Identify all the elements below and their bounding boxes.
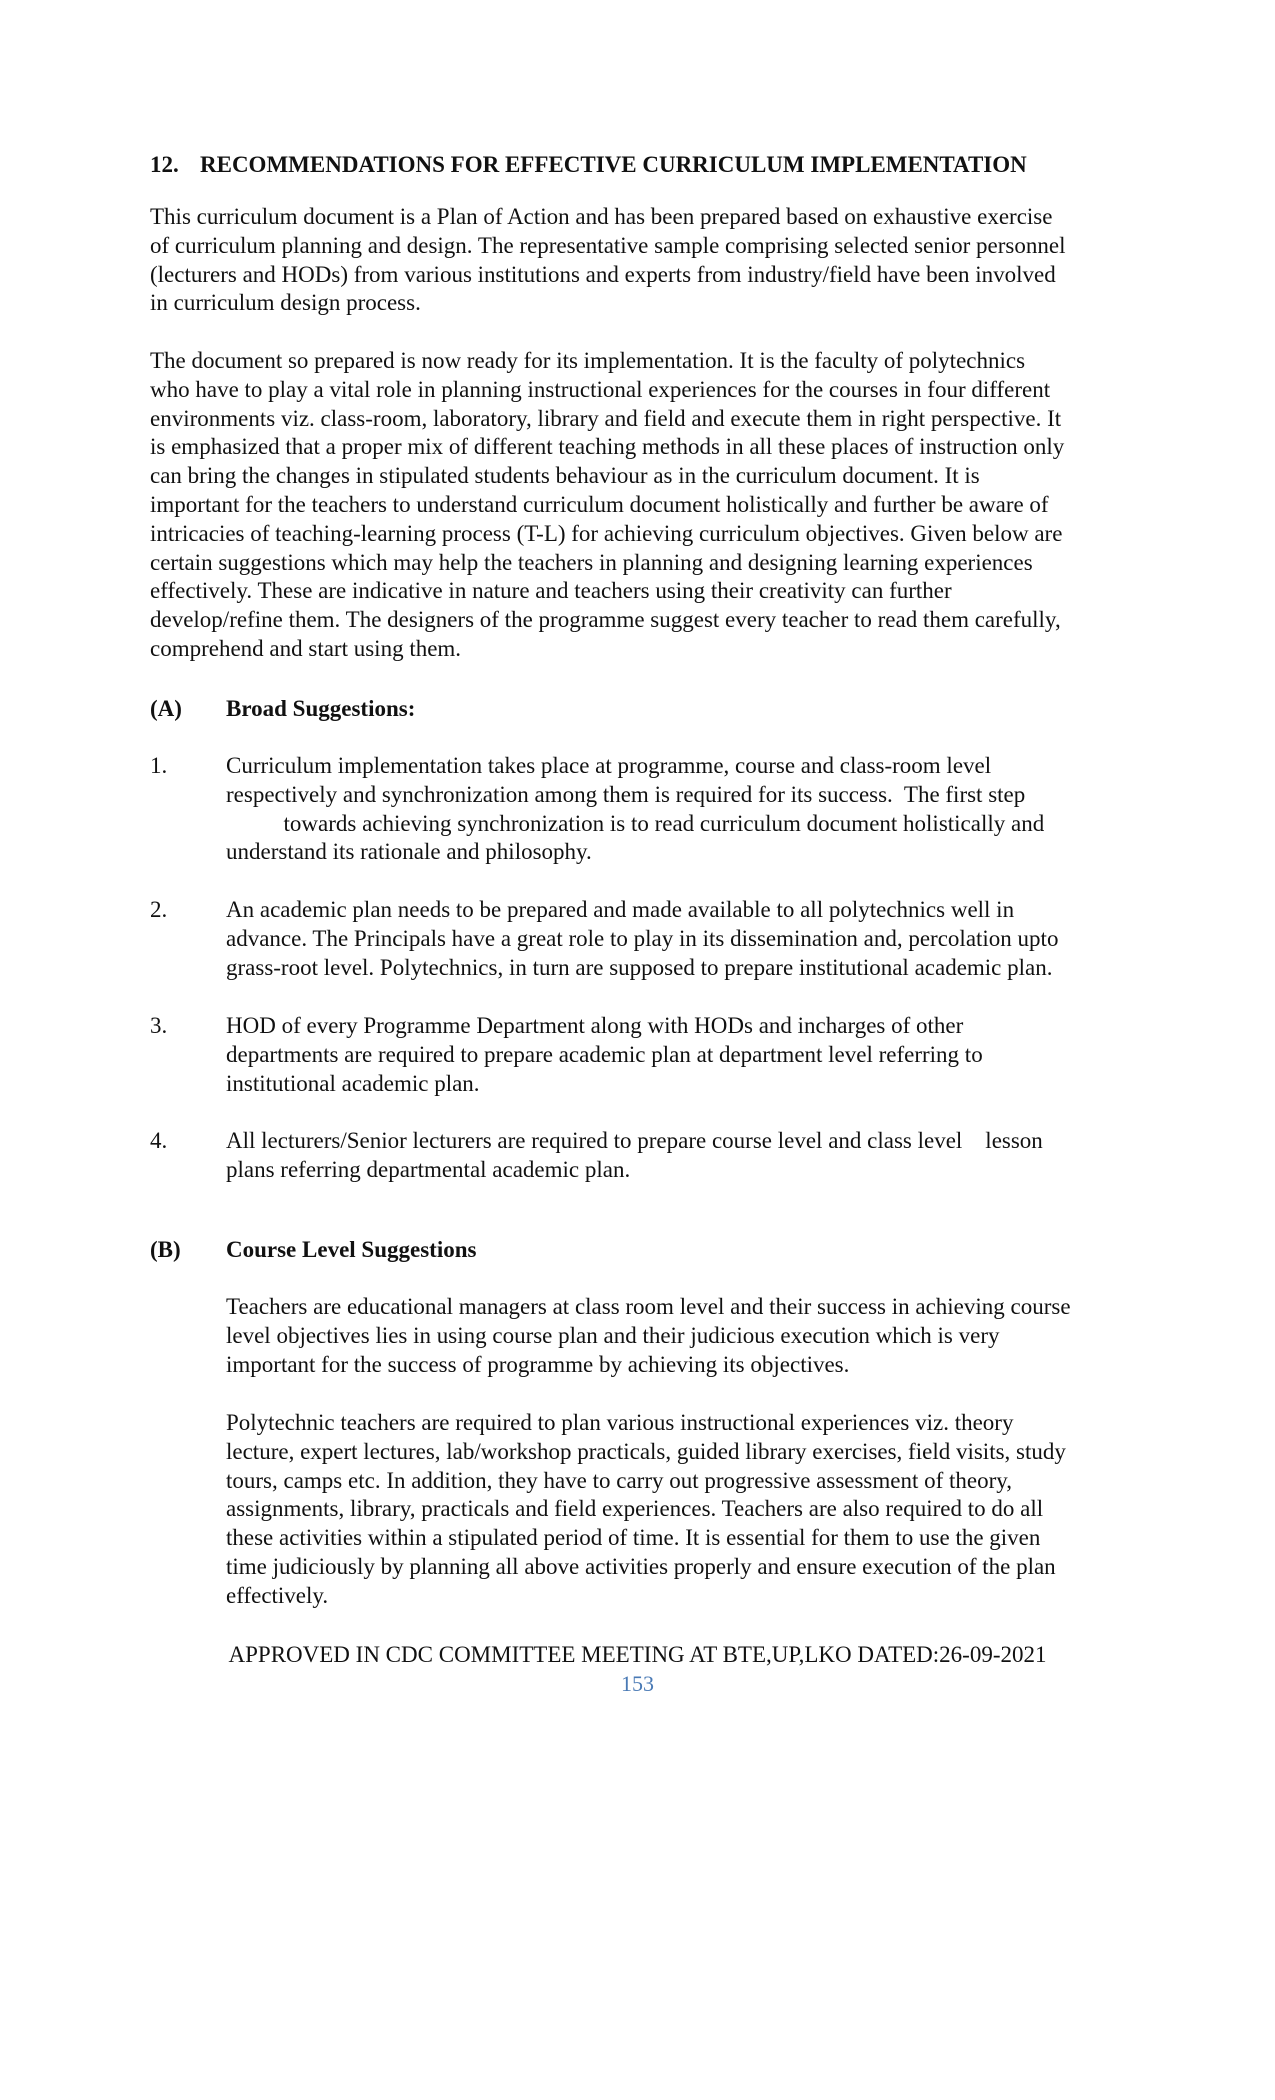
item-line: advance. The Principals have a great role to play in its dissemination and, percolation upto <box>226 925 1059 951</box>
list-marker: 1. <box>150 753 168 778</box>
section-b-title: Course Level Suggestions <box>226 1237 477 1262</box>
item-line: departments are required to prepare academic plan at department level referring to <box>226 1041 983 1067</box>
paragraph-line: time judiciously by planning all above activities properly and ensure execution of the plan <box>226 1553 1056 1579</box>
section-title: RECOMMENDATIONS FOR EFFECTIVE CURRICULUM IMPLEMENTATION <box>200 152 1027 177</box>
item-line: grass-root level. Polytechnics, in turn are supposed to prepare institutional academic plan. <box>226 954 1053 980</box>
list-item <box>150 896 1160 984</box>
intro-paragraph-1 <box>150 203 1160 318</box>
paragraph-line: level objectives lies in using course plan and their judicious execution which is very <box>226 1322 1000 1348</box>
paragraph-line: these activities within a stipulated period of time. It is essential for them to use the given <box>226 1525 1041 1551</box>
list-item-text <box>226 1012 1156 1098</box>
paragraph-line: is emphasized that a proper mix of different teaching methods in all these places of instruction only <box>150 434 1065 460</box>
section-b-letter: (B) <box>150 1237 181 1262</box>
intro-paragraph-2 <box>150 347 1160 664</box>
item-line: understand its rationale and philosophy. <box>226 839 592 865</box>
section-a-title: Broad Suggestions: <box>226 696 416 721</box>
item-line: Curriculum implementation takes place at programme, course and class-room level <box>226 753 992 778</box>
paragraph-line: comprehend and start using them. <box>150 635 462 661</box>
section-a-letter: (A) <box>150 696 182 721</box>
list-item-text <box>226 1127 1156 1185</box>
paragraph-line: effectively. <box>226 1582 329 1608</box>
section-b-heading <box>150 1236 476 1264</box>
paragraph-line: can bring the changes in stipulated students behaviour as in the curriculum document. It is <box>150 463 980 489</box>
section-number: 12. <box>150 152 179 177</box>
section-a-heading <box>150 695 415 723</box>
list-item-text <box>226 896 1156 982</box>
paragraph-line: effectively. These are indicative in nature and teachers using their creativity can further <box>150 578 952 604</box>
paragraph-line: important for the teachers to understand curriculum document holistically and further be aware of <box>150 491 1049 517</box>
paragraph-line: Polytechnic teachers are required to plan various instructional experiences viz. theory <box>226 1410 1014 1435</box>
paragraph-line: certain suggestions which may help the teachers in planning and designing learning experiences <box>150 549 1033 575</box>
paragraph-line: lecture, expert lectures, lab/workshop practicals, guided library exercises, field visits, study <box>226 1438 1066 1464</box>
list-marker: 3. <box>150 1013 168 1038</box>
list-item-text <box>226 752 1156 867</box>
list-item <box>150 1127 1160 1187</box>
item-line: An academic plan needs to be prepared and made available to all polytechnics well in <box>226 897 1015 922</box>
item-line: HOD of every Programme Department along with HODs and incharges of other <box>226 1013 964 1038</box>
section-b-paragraph-2 <box>226 1409 1156 1611</box>
list-item <box>150 1012 1160 1100</box>
paragraph-line: Teachers are educational managers at class room level and their success in achieving course <box>226 1294 1071 1319</box>
paragraph-line: intricacies of teaching-learning process (T-L) for achieving curriculum objectives. Given below are <box>150 520 1063 546</box>
paragraph-line: This curriculum document is a Plan of Action and has been prepared based on exhaustive exercise <box>150 204 1053 229</box>
paragraph-line: in curriculum design process. <box>150 290 421 316</box>
item-line: respectively and synchronization among them is required for its success. The first step <box>226 781 1026 807</box>
paragraph-line: environments viz. class-room, laboratory, library and field and execute them in right perspective. It <box>150 405 1062 431</box>
paragraph-line: important for the success of programme by achieving its objectives. <box>226 1351 850 1377</box>
page-number: 153 <box>621 1671 654 1696</box>
list-item <box>150 752 1160 868</box>
section-heading <box>150 150 1027 180</box>
paragraph-line: develop/refine them. The designers of the programme suggest every teacher to read them carefully, <box>150 607 1061 633</box>
item-line: All lecturers/Senior lecturers are required to prepare course level and class level lesson <box>226 1128 1043 1153</box>
section-b-paragraph-1 <box>226 1293 1156 1379</box>
list-marker: 2. <box>150 897 168 922</box>
paragraph-line: (lecturers and HODs) from various institutions and experts from industry/field have been involved <box>150 261 1056 287</box>
paragraph-line: of curriculum planning and design. The representative sample comprising selected senior personnel <box>150 232 1066 258</box>
item-line: plans referring departmental academic plan. <box>226 1156 631 1182</box>
paragraph-line: assignments, library, practicals and field experiences. Teachers are also required to do all <box>226 1496 1044 1522</box>
paragraph-line: who have to play a vital role in planning instructional experiences for the courses in four different <box>150 376 1051 402</box>
item-line: towards achieving synchronization is to read curriculum document holistically and <box>226 810 1045 836</box>
paragraph-line: tours, camps etc. In addition, they have to carry out progressive assessment of theory, <box>226 1467 1013 1493</box>
list-marker: 4. <box>150 1128 168 1153</box>
paragraph-line: The document so prepared is now ready for its implementation. It is the faculty of polytechnics <box>150 348 1026 373</box>
item-line: institutional academic plan. <box>226 1070 480 1096</box>
approval-footer: APPROVED IN CDC COMMITTEE MEETING AT BTE,UP,LKO DATED:26-09-2021 <box>228 1642 1047 1667</box>
